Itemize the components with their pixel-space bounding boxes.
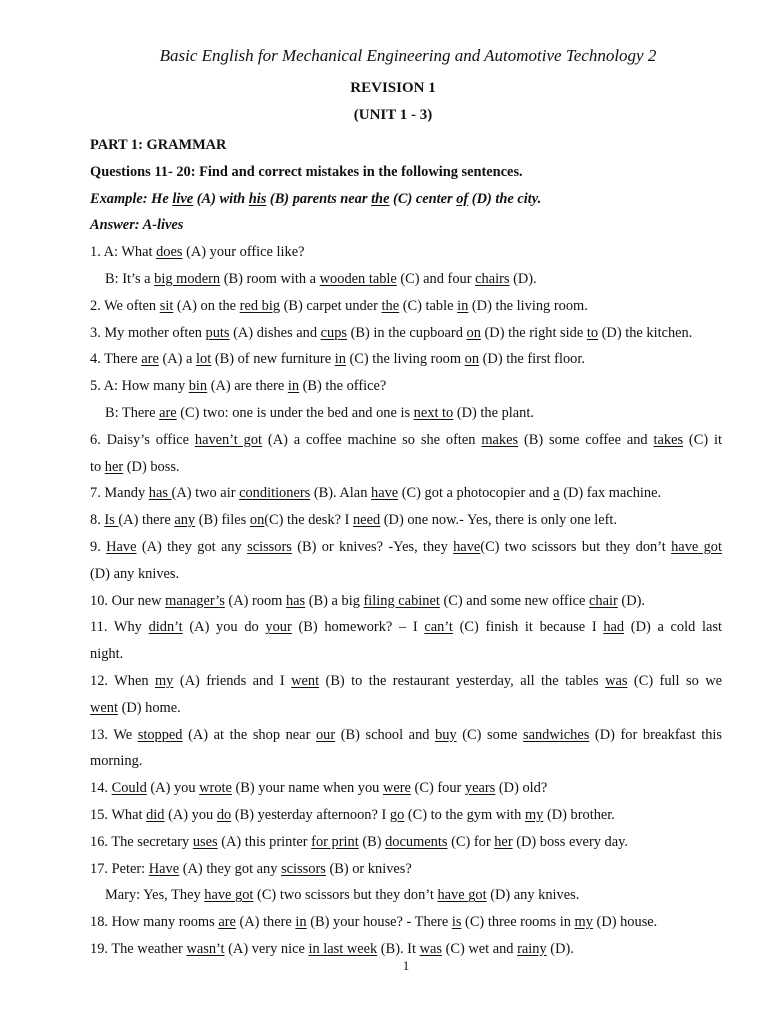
text-line <box>90 188 722 215</box>
underlined-option: her <box>104 458 124 475</box>
underlined-option: makes <box>481 431 519 448</box>
text-segment: (C) three rooms in <box>461 914 575 931</box>
text-segment: (B) or knives? <box>325 860 412 877</box>
text-segment: 4. There <box>90 351 142 368</box>
text-segment: 1. A: What <box>90 244 157 261</box>
underlined-option: wrote <box>199 780 232 797</box>
text-line <box>90 884 722 911</box>
underlined-option: puts <box>205 324 230 341</box>
underlined-option: had <box>603 619 625 636</box>
text-segment: (C) it <box>683 431 722 448</box>
text-line <box>90 724 722 751</box>
text-segment: (D) one now.- Yes, there is only one left. <box>380 512 618 529</box>
text-segment: 16. The secretary <box>90 833 193 850</box>
text-segment: (A) two air <box>171 485 240 502</box>
underlined-option: filing cabinet <box>363 592 440 609</box>
underlined-option: is <box>451 914 462 931</box>
text-line <box>90 536 722 563</box>
text-segment: Mary: Yes, They <box>105 887 205 904</box>
text-segment: (D) the first floor. <box>479 351 585 368</box>
text-segment: (C) full so we <box>627 672 722 689</box>
text-segment: (A) on the <box>173 297 240 314</box>
underlined-option: years <box>464 780 496 797</box>
underlined-option: in <box>457 297 469 314</box>
text-segment: (A) a coffee machine so she often <box>262 431 482 448</box>
underlined-option: your <box>265 619 292 636</box>
text-line <box>90 295 722 322</box>
underlined-option: our <box>315 726 336 743</box>
text-segment: 2. We often <box>90 297 160 314</box>
text-segment: (B) your name when you <box>231 780 383 797</box>
text-line <box>90 348 722 375</box>
underlined-option: haven’t got <box>194 431 263 448</box>
page-number: 1 <box>402 958 410 973</box>
text-segment: (D) house. <box>592 914 658 931</box>
text-segment: (B) to the restaurant yesterday, all the tables <box>319 672 606 689</box>
part-heading: PART 1: GRAMMAR <box>90 137 227 153</box>
underlined-option: the <box>381 297 400 314</box>
underlined-option: next to <box>413 404 454 421</box>
text-line <box>90 750 722 777</box>
underlined-option: rainy <box>517 940 547 957</box>
text-segment: (D) the living room. <box>468 297 588 314</box>
text-segment: (B) <box>358 833 386 850</box>
text-segment: (D) brother. <box>543 806 615 823</box>
underlined-option: are <box>159 404 177 421</box>
text-segment: (C) wet and <box>441 940 518 957</box>
underlined-option: were <box>382 780 411 797</box>
text-segment: Example: He <box>90 190 173 207</box>
underlined-option: was <box>419 940 442 957</box>
text-segment: (C) finish it because I <box>452 619 604 636</box>
text-segment: (D) old? <box>495 780 548 797</box>
underlined-option: have <box>371 485 399 502</box>
text-segment: (D) for breakfast this <box>589 726 722 743</box>
text-segment: (B). Alan <box>310 485 371 502</box>
text-segment: B: There <box>105 404 160 421</box>
text-segment: morning. <box>90 753 143 770</box>
text-line <box>90 456 722 483</box>
text-segment: (C) for <box>447 833 495 850</box>
underlined-option: uses <box>192 833 218 850</box>
text-segment: (B) carpet under <box>280 297 382 314</box>
text-line <box>90 590 722 617</box>
text-segment: to <box>90 458 105 475</box>
underlined-option: wasn’t <box>186 940 225 957</box>
text-segment: (D). <box>509 270 537 287</box>
underlined-option: for print <box>311 833 359 850</box>
text-segment: (C) center <box>389 190 457 207</box>
underlined-option: didn’t <box>148 619 183 636</box>
text-line <box>90 697 722 724</box>
underlined-option: have got <box>437 887 487 904</box>
underlined-option: red big <box>239 297 281 314</box>
text-segment: (B) yesterday afternoon? I <box>231 806 390 823</box>
text-line <box>90 241 722 268</box>
underlined-option: Have <box>148 860 180 877</box>
underlined-option: in <box>295 914 307 931</box>
underlined-option: my <box>524 806 544 823</box>
underlined-option: can’t <box>424 619 453 636</box>
underlined-option: have got <box>204 887 254 904</box>
text-segment: night. <box>90 646 124 663</box>
text-segment: Answer: A-lives <box>90 217 184 234</box>
text-segment: (C) two scissors but they don’t <box>480 538 672 555</box>
underlined-option: her <box>494 833 513 850</box>
underlined-option: his <box>248 190 267 207</box>
underlined-option: in <box>334 351 346 368</box>
text-segment: 14. <box>90 780 112 797</box>
underlined-option: scissors <box>281 860 326 877</box>
text-segment: 5. A: How many <box>90 378 189 395</box>
underlined-option: in last week <box>308 940 378 957</box>
underlined-option: big modern <box>154 270 221 287</box>
text-segment: 7. Mandy <box>90 485 149 502</box>
text-segment: (C) two: one is under the bed and one is <box>176 404 414 421</box>
text-segment: (A) you <box>146 780 200 797</box>
underlined-option: on <box>464 351 480 368</box>
text-segment: (D). <box>546 940 574 957</box>
underlined-option: went <box>90 699 118 716</box>
text-segment: 12. When <box>90 672 155 689</box>
text-segment: (B). It <box>377 940 420 957</box>
text-segment: (B) or knives? -Yes, they <box>291 538 454 555</box>
text-line <box>90 268 722 295</box>
text-segment: (D). <box>617 592 645 609</box>
text-segment: (D) home. <box>117 699 181 716</box>
text-segment: (B) of new furniture <box>211 351 335 368</box>
text-segment: (A) there <box>118 512 175 529</box>
underlined-option: went <box>291 672 320 689</box>
underlined-option: stopped <box>137 726 183 743</box>
text-segment: (C) got a photocopier and <box>398 485 554 502</box>
text-line <box>90 643 722 670</box>
underlined-option: does <box>156 244 183 261</box>
text-segment: (C) two scissors but they don’t <box>253 887 438 904</box>
underlined-option: on <box>466 324 481 341</box>
text-segment: 6. Daisy’s office <box>90 431 195 448</box>
text-segment: 18. How many rooms <box>90 914 219 931</box>
text-segment: 19. The weather <box>90 940 187 957</box>
text-line <box>90 214 722 241</box>
text-segment: (A) at the shop near <box>182 726 316 743</box>
text-segment: 10. Our new <box>90 592 166 609</box>
text-segment: (D) the plant. <box>453 404 534 421</box>
underlined-option: sandwiches <box>523 726 590 743</box>
text-line <box>90 804 722 831</box>
underlined-option: Could <box>111 780 147 797</box>
underlined-option: chairs <box>475 270 510 287</box>
underlined-option: conditioners <box>239 485 311 502</box>
text-line <box>90 777 722 804</box>
underlined-option: my <box>574 914 593 931</box>
text-segment: (A) friends and I <box>173 672 292 689</box>
underlined-option: the <box>371 190 390 207</box>
text-segment: (C) and some new office <box>439 592 590 609</box>
underlined-option: sit <box>159 297 174 314</box>
text-segment: 8. <box>90 512 105 529</box>
underlined-option: manager’s <box>165 592 225 609</box>
underlined-option: need <box>352 512 381 529</box>
text-segment: (A) room <box>224 592 286 609</box>
text-line <box>90 911 722 938</box>
text-segment: (B) in the cupboard <box>347 324 467 341</box>
text-line <box>90 670 722 697</box>
text-segment: (A) are there <box>207 378 288 395</box>
text-segment: (C) four <box>410 780 465 797</box>
text-segment: (D) the city. <box>468 190 542 207</box>
text-segment: (D) the right side <box>480 324 587 341</box>
text-line <box>90 402 722 429</box>
underlined-option: of <box>456 190 469 207</box>
text-segment: (A) with <box>193 190 249 207</box>
running-header: Basic English for Mechanical Engineering and Automotive Technology 2 <box>159 46 657 65</box>
text-segment: (D) any knives. <box>90 565 180 582</box>
text-segment: 15. What <box>90 806 147 823</box>
text-segment: 3. My mother often <box>90 324 206 341</box>
underlined-option: wooden table <box>319 270 397 287</box>
underlined-option: cups <box>320 324 348 341</box>
text-segment: (C) and four <box>396 270 476 287</box>
text-line <box>90 858 722 885</box>
underlined-option: in <box>287 378 300 395</box>
underlined-option: Have <box>106 538 137 555</box>
text-line <box>90 509 722 536</box>
instructions: Questions 11- 20: Find and correct mistakes in the following sentences. <box>90 163 523 180</box>
text-segment: (C) the living room <box>345 351 465 368</box>
underlined-option: was <box>605 672 628 689</box>
text-segment: (C) to the gym with <box>404 806 525 823</box>
underlined-option: have got <box>671 538 722 555</box>
text-segment: (D) any knives. <box>486 887 580 904</box>
text-segment: 17. Peter: <box>90 860 149 877</box>
underlined-option: has <box>285 592 306 609</box>
text-line <box>90 429 722 456</box>
document-subtitle: (UNIT 1 - 3) <box>353 107 433 123</box>
underlined-option: scissors <box>247 538 292 555</box>
text-segment: (C) table <box>399 297 458 314</box>
text-segment: (B) files <box>195 512 250 529</box>
underlined-option: my <box>154 672 174 689</box>
text-segment: (B) parents near <box>266 190 372 207</box>
underlined-option: are <box>218 914 236 931</box>
text-segment: (B) a big <box>305 592 364 609</box>
text-segment: (D) boss. <box>123 458 180 475</box>
underlined-option: any <box>174 512 196 529</box>
underlined-option: on <box>249 512 265 529</box>
underlined-option: chair <box>589 592 618 609</box>
text-line <box>90 563 722 590</box>
text-segment: (D) fax machine. <box>559 485 662 502</box>
text-segment: (D) a cold last <box>624 619 722 636</box>
text-segment: 9. <box>90 538 107 555</box>
text-segment: (A) this printer <box>217 833 312 850</box>
text-segment: (A) there <box>235 914 296 931</box>
text-segment: (B) room with a <box>220 270 320 287</box>
underlined-option: lot <box>196 351 212 368</box>
text-segment: (C) the desk? I <box>264 512 353 529</box>
text-segment: (A) your office like? <box>182 244 305 261</box>
text-line <box>90 831 722 858</box>
underlined-option: bin <box>188 378 208 395</box>
text-segment: (A) they got any <box>136 538 248 555</box>
underlined-option: are <box>141 351 159 368</box>
text-segment: (A) very nice <box>224 940 309 957</box>
text-segment: 13. We <box>90 726 138 743</box>
underlined-option: live <box>172 190 194 207</box>
underlined-option: to <box>586 324 599 341</box>
underlined-option: Is <box>104 512 119 529</box>
underlined-option: takes <box>653 431 684 448</box>
text-segment: (A) they got any <box>179 860 282 877</box>
text-segment: (D) boss every day. <box>512 833 628 850</box>
underlined-option: documents <box>385 833 448 850</box>
text-segment: (B) school and <box>335 726 436 743</box>
text-segment: B: It’s a <box>105 270 155 287</box>
text-segment: (A) you do <box>182 619 266 636</box>
text-segment: (B) your house? - There <box>306 914 452 931</box>
underlined-option: go <box>389 806 405 823</box>
text-segment: 11. Why <box>90 619 149 636</box>
text-line <box>90 616 722 643</box>
text-segment: (C) some <box>456 726 523 743</box>
underlined-option: did <box>146 806 165 823</box>
exercise-content <box>90 134 722 965</box>
underlined-option: have <box>453 538 481 555</box>
text-segment: (A) dishes and <box>229 324 321 341</box>
text-line <box>90 375 722 402</box>
text-segment: (A) a <box>158 351 197 368</box>
underlined-option: has <box>148 485 172 502</box>
text-segment: (B) homework? – I <box>291 619 425 636</box>
underlined-option: do <box>216 806 232 823</box>
underlined-option: buy <box>435 726 457 743</box>
text-segment: (A) you <box>164 806 217 823</box>
underlined-option: a <box>553 485 560 502</box>
text-line <box>90 482 722 509</box>
text-line <box>90 322 722 349</box>
text-segment: (B) the office? <box>299 378 387 395</box>
question-list <box>90 188 722 965</box>
document-title: REVISION 1 <box>350 80 436 96</box>
text-segment: (B) some coffee and <box>518 431 654 448</box>
text-segment: (D) the kitchen. <box>598 324 693 341</box>
